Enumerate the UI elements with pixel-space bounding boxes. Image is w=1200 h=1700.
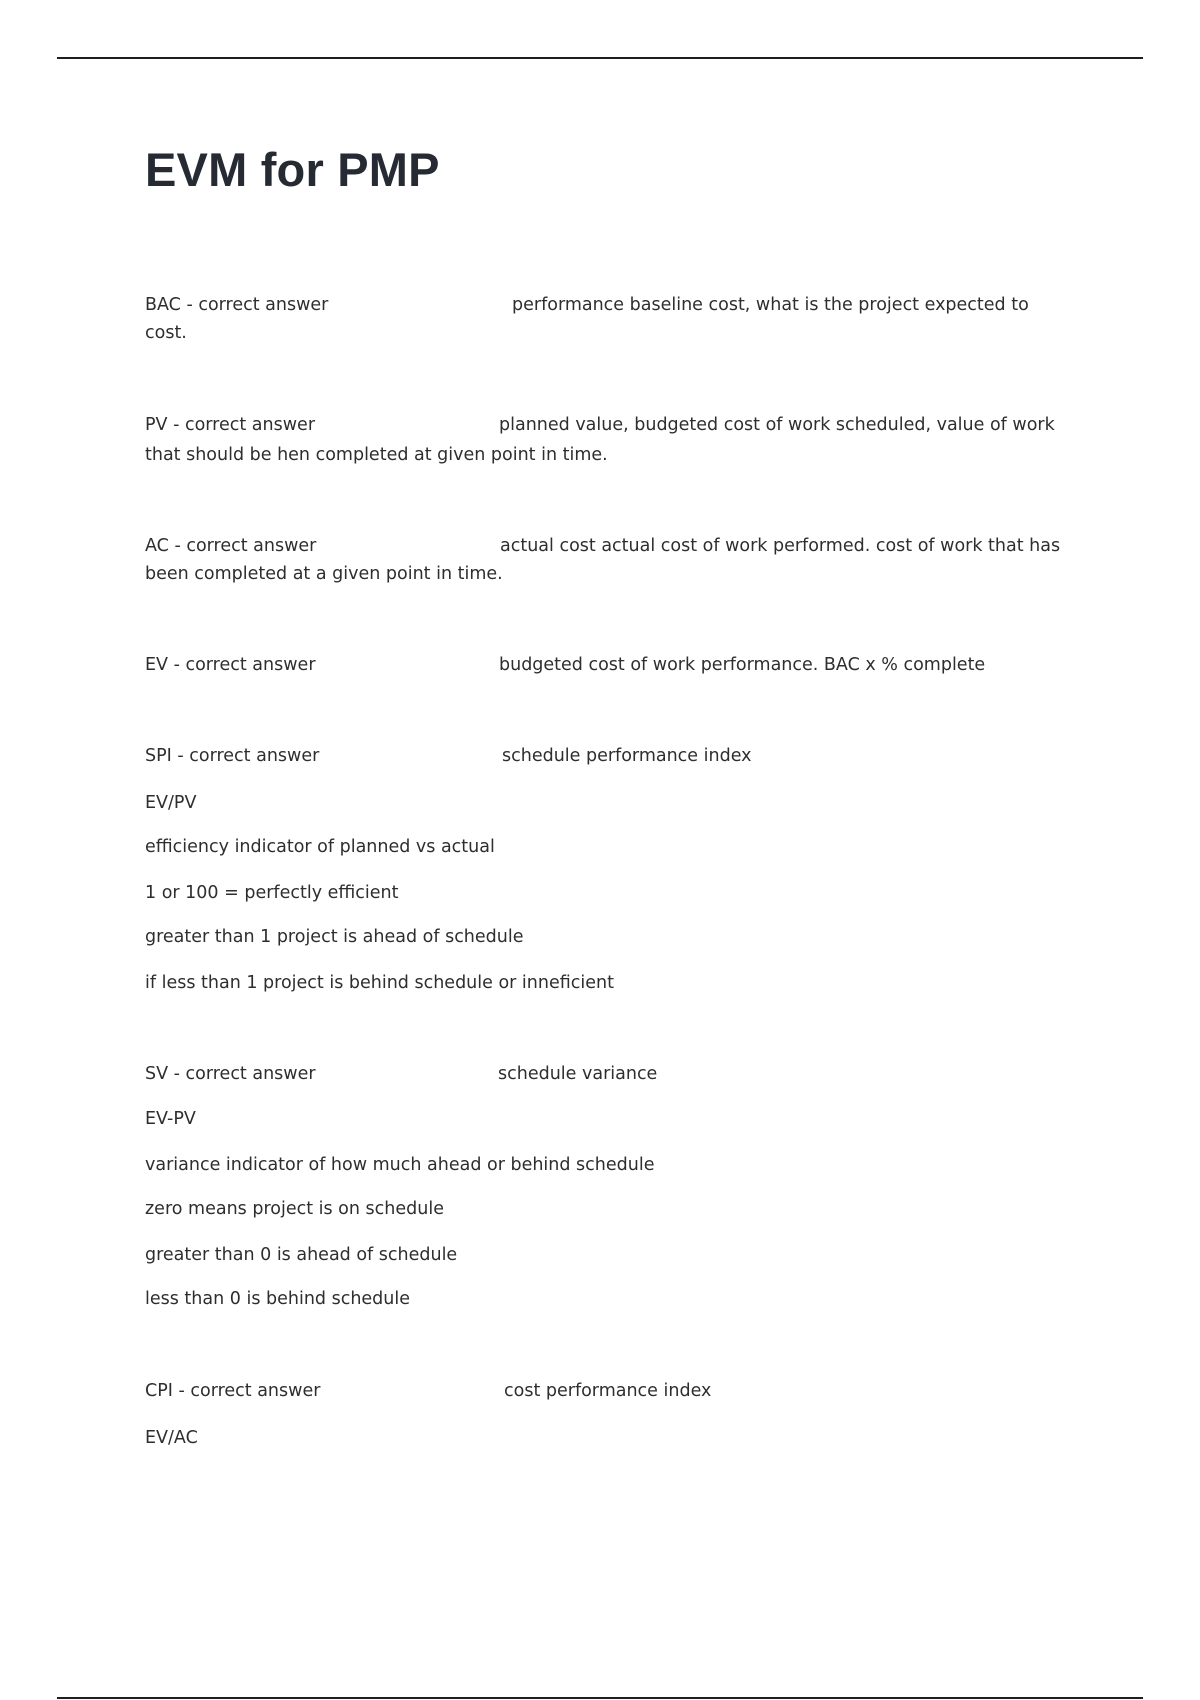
card-detail-line: zero means project is on schedule (145, 1199, 444, 1219)
card-definition: performance baseline cost, what is the project expected to (512, 295, 1029, 315)
card-definition-continued: that should be hen completed at given point in time. (145, 445, 608, 465)
card-term: PV - correct answer (145, 415, 316, 435)
card-term: SPI - correct answer (145, 746, 320, 766)
card-detail-line: 1 or 100 = perfectly efficient (145, 883, 399, 903)
card-definition: budgeted cost of work performance. BAC x % complete (499, 655, 986, 675)
card-detail-line: greater than 1 project is ahead of schedule (145, 927, 524, 947)
card-detail-line: efficiency indicator of planned vs actual (145, 837, 495, 857)
card-definition-continued: cost. (145, 323, 187, 343)
card-definition-continued: been completed at a given point in time. (145, 564, 503, 584)
top-divider (57, 57, 1143, 59)
card-definition: schedule variance (498, 1064, 658, 1084)
card-term: BAC - correct answer (145, 295, 329, 315)
card-term: SV - correct answer (145, 1064, 316, 1084)
card-definition: cost performance index (504, 1381, 712, 1401)
page-title: EVM for PMP (145, 143, 440, 196)
card-detail-line: EV/AC (145, 1428, 198, 1448)
card-term: AC - correct answer (145, 536, 317, 556)
card-detail-line: less than 0 is behind schedule (145, 1289, 411, 1309)
card-term: EV - correct answer (145, 655, 316, 675)
card-detail-line: variance indicator of how much ahead or behind schedule (145, 1155, 655, 1175)
card-detail-line: EV-PV (145, 1109, 196, 1129)
card-detail-line: EV/PV (145, 793, 197, 813)
card-definition: schedule performance index (502, 746, 752, 766)
card-detail-line: if less than 1 project is behind schedule or inneficient (145, 973, 614, 993)
card-definition: actual cost actual cost of work performed. cost of work that has (500, 536, 1061, 556)
card-definition: planned value, budgeted cost of work scheduled, value of work (499, 415, 1055, 435)
card-detail-line: greater than 0 is ahead of schedule (145, 1245, 458, 1265)
card-term: CPI - correct answer (145, 1381, 321, 1401)
bottom-divider (57, 1697, 1143, 1699)
